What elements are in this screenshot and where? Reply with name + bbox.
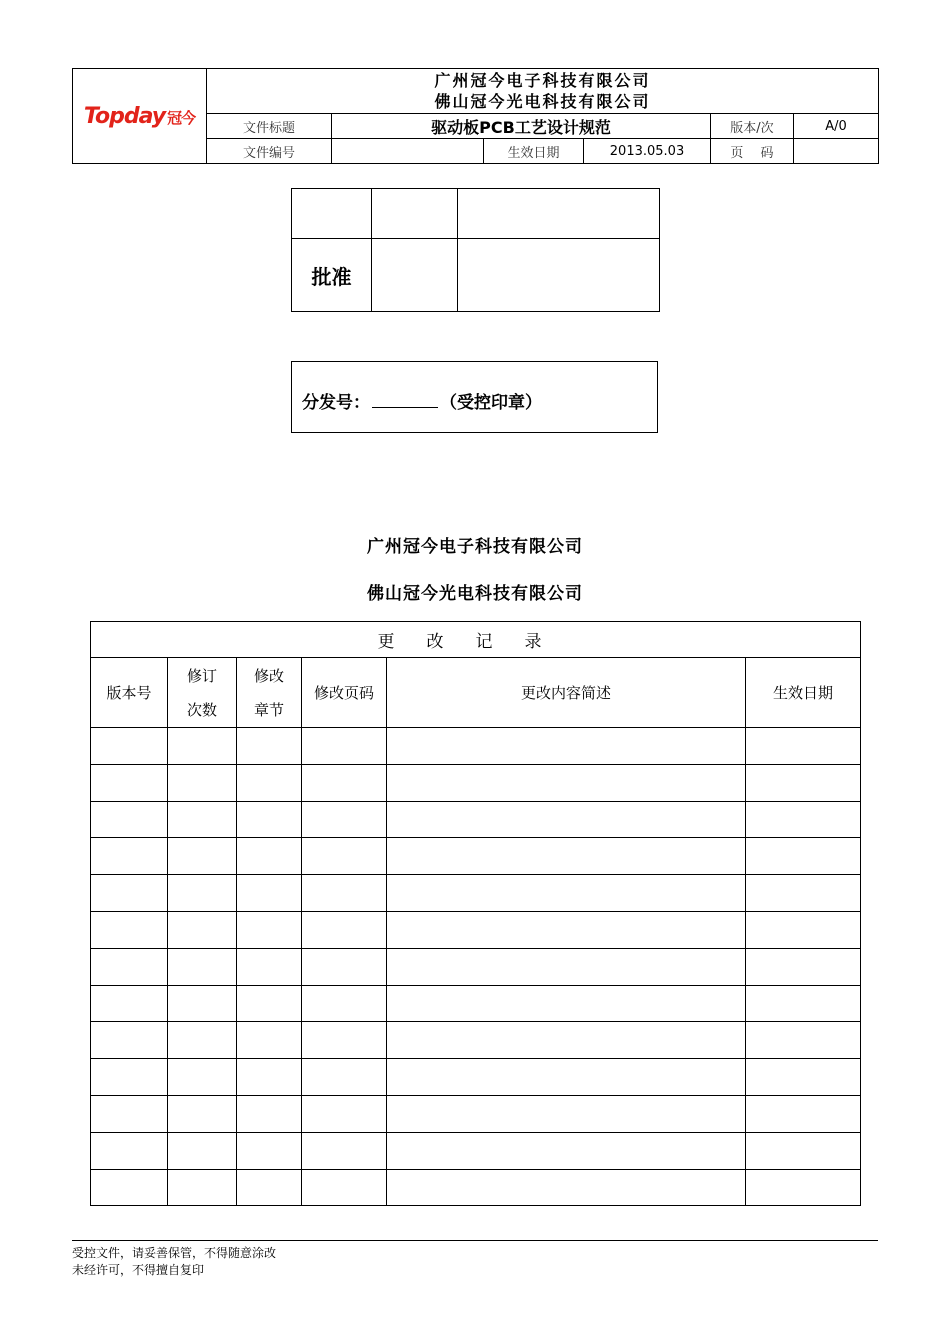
table-row	[91, 911, 861, 948]
table-cell	[237, 838, 302, 875]
table-cell	[746, 1059, 861, 1096]
table-cell	[168, 838, 237, 875]
table-cell	[91, 801, 168, 838]
table-cell	[237, 875, 302, 912]
table-cell	[302, 911, 387, 948]
table-cell	[302, 764, 387, 801]
table-cell	[237, 1095, 302, 1132]
approval-cell	[292, 189, 372, 239]
effective-label: 生效日期	[484, 139, 584, 164]
table-cell	[387, 1022, 746, 1059]
approval-label: 批准	[292, 239, 372, 312]
table-cell	[387, 728, 746, 765]
table-cell	[387, 875, 746, 912]
table-cell	[91, 728, 168, 765]
table-cell	[237, 1059, 302, 1096]
docno-value	[332, 139, 484, 164]
table-cell	[91, 838, 168, 875]
approval-table	[291, 188, 660, 312]
header-company-1: 广州冠今电子科技有限公司	[434, 71, 651, 90]
distribution-number-blank	[372, 393, 438, 408]
table-cell	[237, 801, 302, 838]
table-cell	[387, 911, 746, 948]
table-cell	[91, 1059, 168, 1096]
table-cell	[237, 1022, 302, 1059]
table-cell	[302, 1059, 387, 1096]
table-cell	[302, 801, 387, 838]
table-cell	[168, 985, 237, 1022]
table-cell	[168, 1132, 237, 1169]
table-cell	[168, 1169, 237, 1206]
table-cell	[746, 764, 861, 801]
table-cell	[387, 1059, 746, 1096]
table-row	[91, 801, 861, 838]
table-cell	[387, 948, 746, 985]
table-cell	[91, 1022, 168, 1059]
approval-signature-cell	[372, 239, 458, 312]
table-cell	[302, 948, 387, 985]
table-cell	[237, 985, 302, 1022]
header-company-2: 佛山冠今光电科技有限公司	[434, 92, 651, 111]
approval-cell	[372, 189, 458, 239]
table-cell	[91, 985, 168, 1022]
logo-text: Topday	[83, 103, 166, 129]
table-cell	[168, 875, 237, 912]
table-row	[91, 1022, 861, 1059]
effective-value: 2013.05.03	[584, 139, 711, 164]
version-label: 版本/次	[711, 114, 794, 139]
version-value: A/0	[794, 114, 879, 139]
company-name-2: 佛山冠今光电科技有限公司	[367, 584, 583, 604]
table-cell	[237, 1132, 302, 1169]
table-cell	[91, 875, 168, 912]
table-row	[91, 838, 861, 875]
title-value: 驱动板PCB工艺设计规范	[332, 114, 711, 139]
table-cell	[168, 948, 237, 985]
distribution-line	[302, 388, 542, 413]
approval-cell	[458, 189, 660, 239]
table-cell	[387, 985, 746, 1022]
header-company-names	[207, 69, 879, 114]
table-cell	[168, 911, 237, 948]
title-label: 文件标题	[207, 114, 332, 139]
table-cell	[237, 948, 302, 985]
table-cell	[168, 801, 237, 838]
table-cell	[168, 1095, 237, 1132]
table-row	[91, 728, 861, 765]
company-name-1: 广州冠今电子科技有限公司	[367, 537, 583, 557]
table-cell	[387, 1169, 746, 1206]
table-cell	[237, 911, 302, 948]
table-cell	[746, 1132, 861, 1169]
table-row	[91, 1169, 861, 1206]
table-cell	[746, 728, 861, 765]
table-cell	[168, 1022, 237, 1059]
table-cell	[91, 1132, 168, 1169]
table-cell	[302, 1169, 387, 1206]
table-cell	[91, 948, 168, 985]
table-row	[91, 1095, 861, 1132]
col-section: 修改章节	[237, 658, 302, 728]
distribution-box	[291, 361, 658, 433]
table-cell	[302, 1022, 387, 1059]
table-cell	[302, 985, 387, 1022]
table-row	[91, 948, 861, 985]
footer-line-1: 受控文件，请妥善保管，不得随意涂改	[72, 1246, 277, 1260]
col-page: 修改页码	[302, 658, 387, 728]
table-row	[91, 764, 861, 801]
page-value	[794, 139, 879, 164]
footer-divider	[72, 1240, 878, 1241]
table-cell	[746, 1022, 861, 1059]
table-cell	[746, 1169, 861, 1206]
table-cell	[91, 1095, 168, 1132]
col-revision-count: 修订次数	[168, 658, 237, 728]
table-cell	[168, 1059, 237, 1096]
table-cell	[387, 1095, 746, 1132]
table-cell	[237, 764, 302, 801]
table-cell	[746, 948, 861, 985]
table-cell	[302, 838, 387, 875]
table-cell	[168, 764, 237, 801]
distribution-prefix: 分发号：	[302, 393, 370, 413]
document-header	[72, 68, 879, 164]
table-row	[91, 1132, 861, 1169]
table-cell	[302, 875, 387, 912]
table-cell	[91, 911, 168, 948]
table-cell	[237, 728, 302, 765]
approval-date-cell	[458, 239, 660, 312]
table-cell	[746, 1095, 861, 1132]
table-cell	[302, 1132, 387, 1169]
footer-line-2: 未经许可，不得擅自复印	[72, 1263, 205, 1277]
col-summary: 更改内容简述	[387, 658, 746, 728]
table-cell	[168, 728, 237, 765]
table-row	[91, 985, 861, 1022]
table-cell	[746, 801, 861, 838]
revision-title: 更改记录	[91, 622, 861, 658]
table-cell	[387, 838, 746, 875]
table-cell	[91, 764, 168, 801]
distribution-suffix: （受控印章）	[440, 393, 542, 413]
table-cell	[387, 1132, 746, 1169]
table-cell	[237, 1169, 302, 1206]
table-cell	[387, 801, 746, 838]
table-cell	[91, 1169, 168, 1206]
page-label: 页 码	[711, 139, 794, 164]
table-cell	[746, 875, 861, 912]
revision-table	[90, 621, 861, 1206]
table-cell	[746, 838, 861, 875]
table-row	[91, 875, 861, 912]
logo-cn: 冠今	[167, 108, 196, 127]
table-cell	[746, 911, 861, 948]
col-effective-date: 生效日期	[746, 658, 861, 728]
table-cell	[302, 1095, 387, 1132]
table-cell	[387, 764, 746, 801]
table-cell	[302, 728, 387, 765]
table-row	[91, 1059, 861, 1096]
docno-label: 文件编号	[207, 139, 332, 164]
logo	[73, 69, 207, 164]
col-version: 版本号	[91, 658, 168, 728]
table-cell	[746, 985, 861, 1022]
